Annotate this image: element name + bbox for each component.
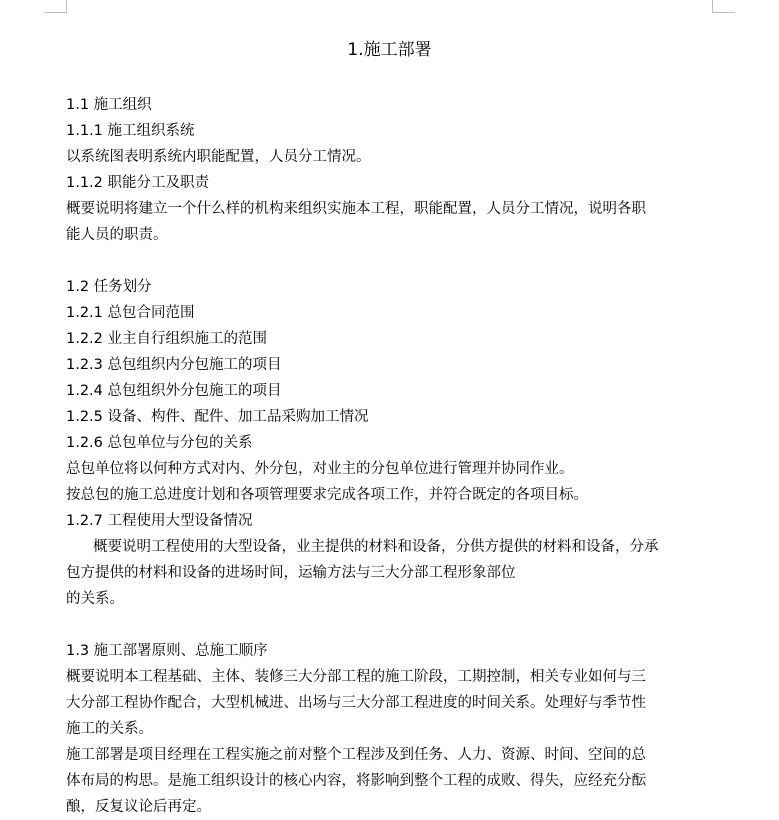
subsection-heading-1-2-6: 1.2.6 总包单位与分包的关系 — [66, 435, 253, 451]
paragraph-line: 概要说明将建立一个什么样的机构来组织实施本工程，职能配置，人员分工情况，说明各职 — [66, 201, 646, 217]
paragraph-line: 施工的关系。 — [66, 721, 153, 737]
section-heading-1-1: 1.1 施工组织 — [66, 97, 152, 113]
subsection-heading-1-2-7: 1.2.7 工程使用大型设备情况 — [66, 513, 253, 529]
document-body — [66, 92, 714, 820]
subsection-heading-1-2-4: 1.2.4 总包组织外分包施工的项目 — [66, 383, 282, 399]
section-heading-1-3: 1.3 施工部署原则、总施工顺序 — [66, 643, 268, 659]
paragraph-line: 的关系。 — [66, 591, 124, 607]
paragraph-line: 施工部署是项目经理在工程实施之前对整个工程涉及到任务、人力、资源、时间、空间的总 — [66, 747, 646, 763]
subsection-heading-1-1-2: 1.1.2 职能分工及职责 — [66, 175, 210, 191]
subsection-heading-1-1-1: 1.1.1 施工组织系统 — [66, 123, 195, 139]
subsection-heading-1-2-3: 1.2.3 总包组织内分包施工的项目 — [66, 357, 282, 373]
paragraph-line: 酿，反复议论后再定。 — [66, 799, 211, 815]
paragraph-line: 总包单位将以何种方式对内、外分包，对业主的分包单位进行管理并协同作业。 — [66, 461, 574, 477]
section-heading-1-2: 1.2 任务划分 — [66, 279, 152, 295]
paragraph-line: 包方提供的材料和设备的进场时间，运输方法与三大分部工程形象部位 — [66, 565, 516, 581]
paragraph-line-indented: 概要说明工程使用的大型设备，业主提供的材料和设备，分供方提供的材料和设备，分承 — [93, 539, 659, 555]
page-margin-corner-left — [44, 0, 67, 13]
paragraph-line: 以系统图表明系统内职能配置，人员分工情况。 — [66, 149, 371, 165]
paragraph-line: 体布局的构思。是施工组织设计的核心内容，将影响到整个工程的成败、得失，应经充分酝 — [66, 773, 646, 789]
paragraph-line: 能人员的职责。 — [66, 227, 168, 243]
blank-line — [66, 612, 714, 638]
page-margin-corner-right — [712, 0, 735, 13]
subsection-heading-1-2-2: 1.2.2 业主自行组织施工的范围 — [66, 331, 268, 347]
document-title: 1.施工部署 — [347, 40, 432, 60]
paragraph-line: 按总包的施工总进度计划和各项管理要求完成各项工作，并符合既定的各项目标。 — [66, 487, 588, 503]
blank-line — [66, 248, 714, 274]
paragraph-line: 大分部工程协作配合，大型机械进、出场与三大分部工程进度的时间关系。处理好与季节性 — [66, 695, 646, 711]
subsection-heading-1-2-1: 1.2.1 总包合同范围 — [66, 305, 195, 321]
subsection-heading-1-2-5: 1.2.5 设备、构件、配件、加工品采购加工情况 — [66, 409, 369, 425]
paragraph-line: 概要说明本工程基础、主体、装修三大分部工程的施工阶段，工期控制，相关专业如何与三 — [66, 669, 646, 685]
